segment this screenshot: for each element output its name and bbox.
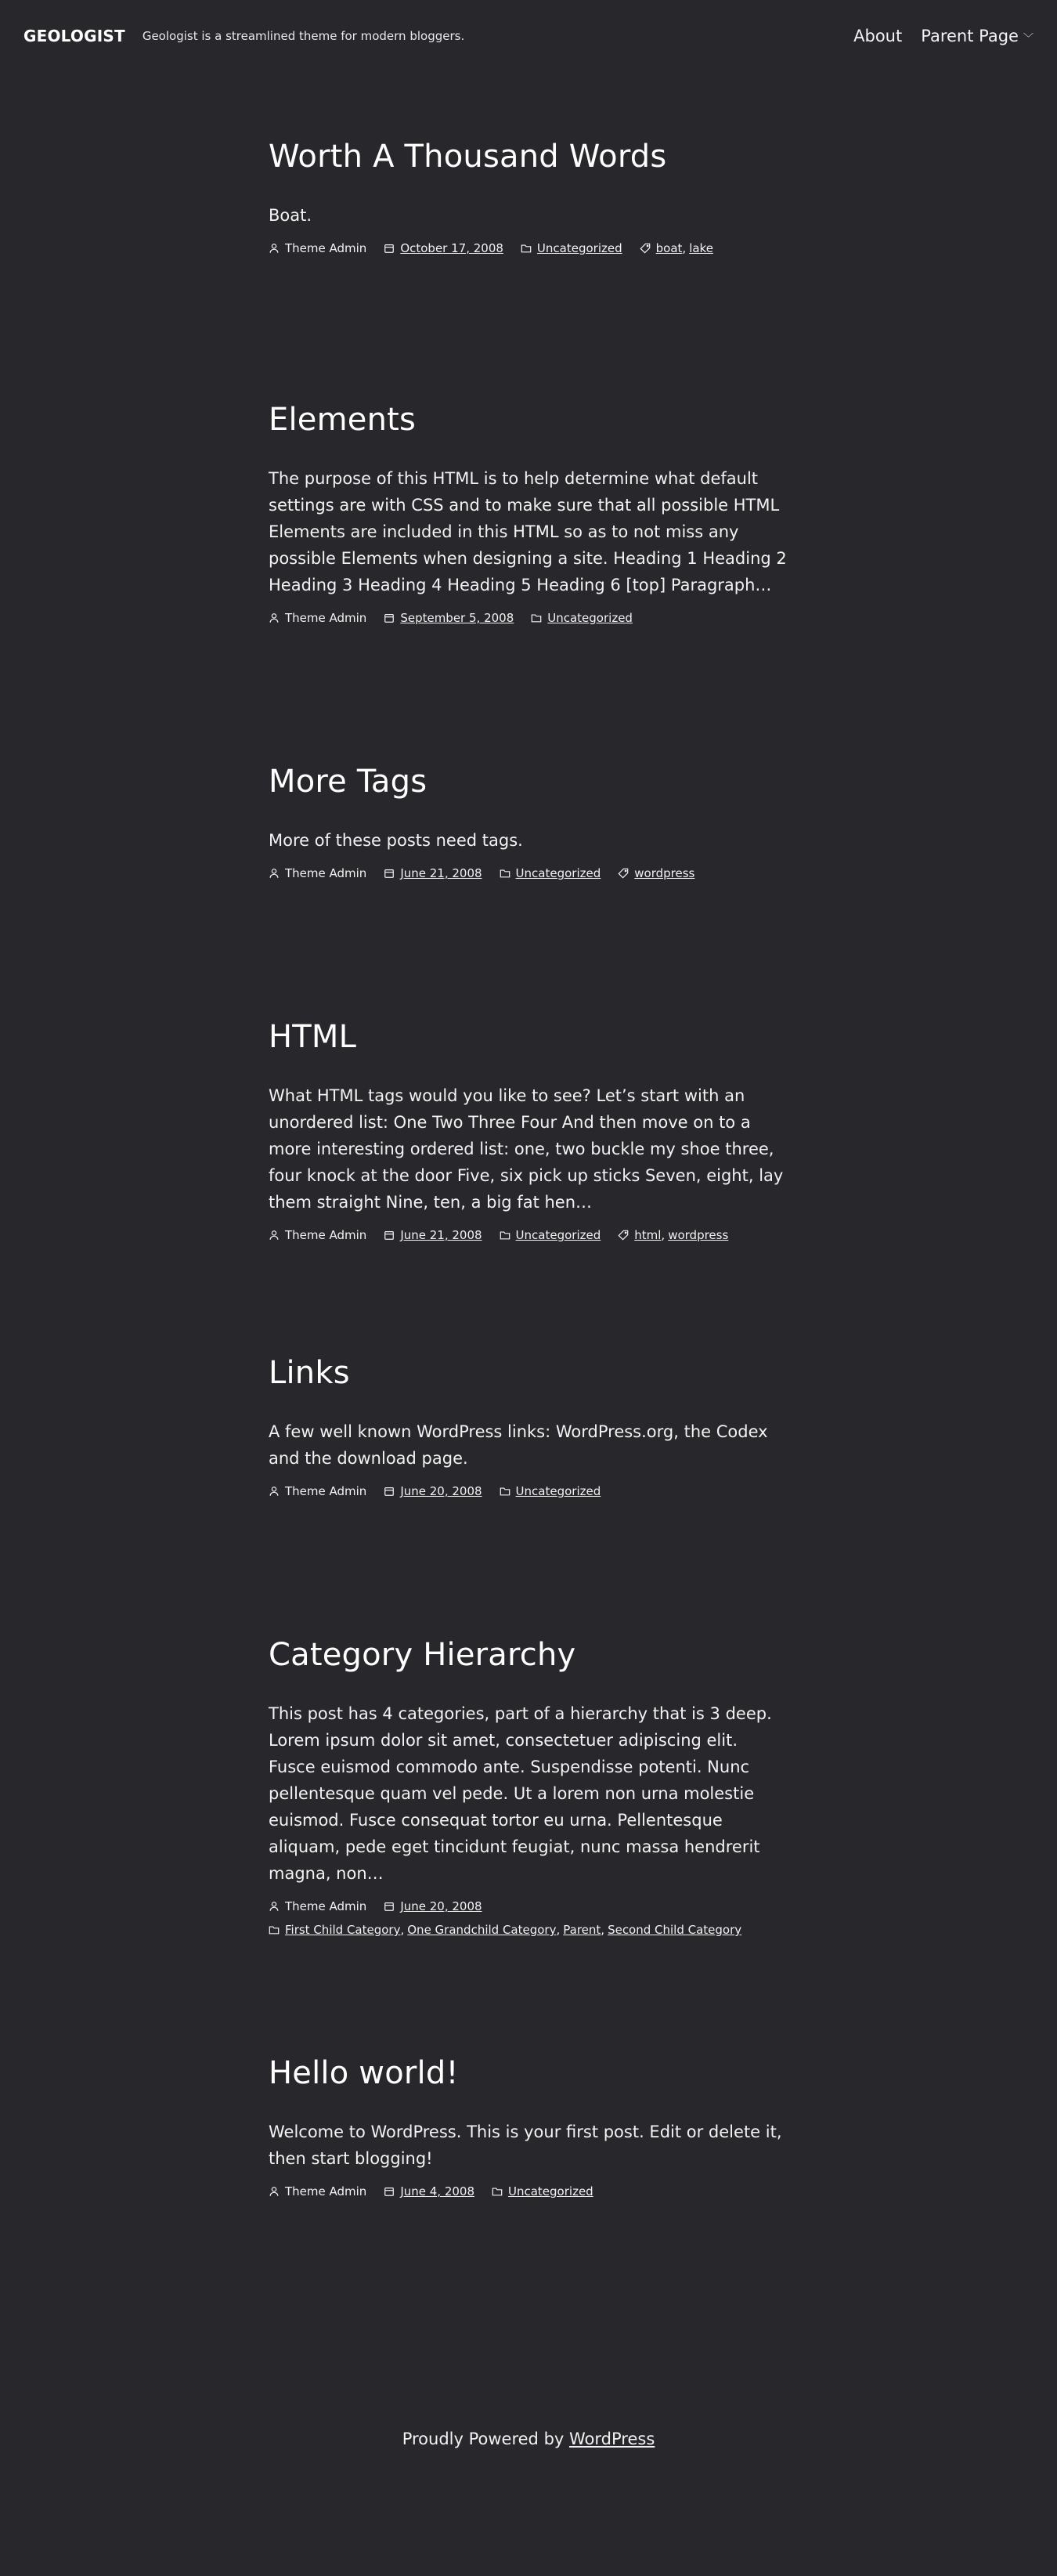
folder-icon	[269, 1924, 280, 1935]
post-meta	[269, 1228, 789, 1242]
category-link[interactable]: First Child Category	[285, 1923, 401, 1937]
author-name: Theme Admin	[285, 1484, 367, 1498]
post-meta	[269, 1484, 789, 1498]
nav-item-label: Parent Page	[921, 27, 1019, 45]
user-icon	[269, 243, 280, 254]
tag-list	[656, 241, 713, 255]
post-excerpt: Welcome to WordPress. This is your first post. Edit or delete it, then start blogging!	[269, 2123, 782, 2168]
post-card	[269, 763, 789, 880]
post-card	[269, 2054, 789, 2198]
post-date	[384, 1228, 482, 1242]
list-separator: ,	[556, 1923, 561, 1937]
calendar-icon	[384, 868, 395, 879]
folder-icon	[500, 1230, 510, 1241]
category-link[interactable]: Uncategorized	[508, 2184, 593, 2198]
list-separator: ,	[682, 241, 687, 255]
post-date-link[interactable]: October 17, 2008	[400, 241, 503, 255]
site-header	[0, 0, 1057, 72]
post-date-link[interactable]: June 21, 2008	[400, 866, 482, 880]
author-name: Theme Admin	[285, 2184, 367, 2198]
folder-icon	[521, 243, 532, 254]
user-icon	[269, 1486, 280, 1497]
post-author	[269, 1484, 366, 1498]
tag-link[interactable]: html	[634, 1228, 662, 1242]
tag-list	[634, 1228, 728, 1242]
footer-wordpress-link[interactable]: WordPress	[569, 2430, 655, 2448]
post-meta	[269, 611, 789, 625]
category-list	[547, 611, 633, 625]
category-link[interactable]: Uncategorized	[515, 1228, 601, 1242]
post-author	[269, 241, 366, 255]
post-date-link[interactable]: September 5, 2008	[400, 611, 514, 625]
post-excerpt: Boat.	[269, 206, 312, 225]
tag-icon	[640, 243, 651, 254]
post-categories	[521, 241, 622, 255]
post-title[interactable]: Hello world!	[269, 2055, 459, 2091]
post-excerpt: A few well known WordPress links: WordPress.org, the Codex and the download page.	[269, 1422, 768, 1468]
post-title[interactable]: Links	[269, 1355, 350, 1391]
post-title[interactable]: HTML	[269, 1019, 357, 1055]
post-meta	[269, 866, 789, 880]
calendar-icon	[384, 1901, 395, 1912]
post-categories	[500, 1228, 601, 1242]
post-meta	[269, 241, 789, 255]
calendar-icon	[384, 2186, 395, 2197]
post-title[interactable]: Elements	[269, 402, 417, 438]
category-list	[516, 866, 601, 880]
post-author	[269, 1228, 366, 1242]
nav-item-parent-page[interactable]	[921, 27, 1034, 45]
user-icon	[269, 1901, 280, 1912]
author-name: Theme Admin	[285, 241, 367, 255]
post-title[interactable]: Category Hierarchy	[269, 1637, 576, 1673]
post-meta	[269, 1899, 789, 1937]
post-author	[269, 2184, 366, 2198]
post-excerpt: More of these posts need tags.	[269, 831, 523, 850]
category-link[interactable]: Uncategorized	[536, 241, 622, 255]
tag-link[interactable]: boat	[655, 241, 683, 255]
category-link[interactable]: Uncategorized	[515, 1484, 601, 1498]
calendar-icon	[384, 243, 395, 254]
tag-icon	[618, 1230, 629, 1241]
post-author	[269, 611, 366, 625]
category-list	[516, 1484, 601, 1498]
post-categories	[269, 1923, 772, 1937]
post-categories	[531, 611, 633, 625]
post-tags	[640, 241, 713, 255]
post-meta	[269, 2184, 789, 2198]
list-separator: ,	[661, 1228, 666, 1242]
post-card	[269, 138, 789, 255]
post-tags	[618, 1228, 728, 1242]
post-author	[269, 1899, 366, 1913]
post-categories	[500, 1484, 601, 1498]
post-date	[384, 866, 482, 880]
category-list	[508, 2184, 593, 2198]
author-name: Theme Admin	[285, 866, 367, 880]
user-icon	[269, 612, 280, 623]
post-card	[269, 1354, 789, 1498]
tag-icon	[618, 868, 629, 879]
footer-credit-text: Proudly Powered by	[402, 2430, 565, 2448]
category-link[interactable]: Second Child Category	[608, 1923, 742, 1937]
tag-link[interactable]: wordpress	[634, 866, 695, 880]
post-date	[384, 611, 514, 625]
site-tagline: Geologist is a streamlined theme for modern bloggers.	[142, 29, 465, 43]
post-card	[269, 1636, 789, 1937]
category-list	[537, 241, 622, 255]
category-link[interactable]: Uncategorized	[515, 866, 601, 880]
brand	[23, 27, 464, 45]
user-icon	[269, 868, 280, 879]
category-link[interactable]: Uncategorized	[547, 611, 633, 625]
post-excerpt: What HTML tags would you like to see? Let’s start with an unordered list: One Two Three Four And then move on to a more interesting ordered list: one, two buckle my shoe three, four knock at the door Five, six pick up sticks Seven, eight, lay them straight Nine, ten, a big fat hen…	[269, 1086, 784, 1212]
author-name: Theme Admin	[285, 1899, 367, 1913]
chevron-down-icon: ﹀	[1023, 32, 1034, 45]
post-date-link[interactable]: June 4, 2008	[400, 2184, 474, 2198]
folder-icon	[492, 2186, 503, 2197]
category-link[interactable]: One Grandchild Category	[407, 1923, 557, 1937]
tag-list	[634, 866, 694, 880]
post-date-link[interactable]: June 20, 2008	[400, 1484, 482, 1498]
primary-nav	[853, 27, 1034, 45]
post-card	[269, 401, 789, 625]
author-name: Theme Admin	[285, 1228, 367, 1242]
site-footer	[0, 2430, 1057, 2448]
post-date	[384, 2184, 474, 2198]
category-link[interactable]: Parent	[563, 1923, 601, 1937]
post-excerpt: The purpose of this HTML is to help determine what default settings are with CSS and to make sure that all possible HTML Elements are included in this HTML so as to not miss any possible Elements when designing a site. Heading 1 Heading 2 Heading 3 Heading 4 Heading 5 Heading 6 [top] Paragraph…	[269, 469, 787, 594]
post-title[interactable]: More Tags	[269, 764, 427, 800]
tag-link[interactable]: wordpress	[668, 1228, 729, 1242]
post-date-link[interactable]: June 20, 2008	[400, 1899, 482, 1913]
tag-link[interactable]: lake	[689, 241, 713, 255]
folder-icon	[500, 868, 510, 879]
folder-icon	[500, 1486, 510, 1497]
post-list	[0, 72, 1057, 2437]
category-list	[516, 1228, 601, 1242]
user-icon	[269, 1230, 280, 1241]
post-author	[269, 866, 366, 880]
post-excerpt: This post has 4 categories, part of a hierarchy that is 3 deep. Lorem ipsum dolor sit amet, consectetuer adipiscing elit. Fusce euismod commodo ante. Suspendisse potenti. Nunc pellentesque quam vel pede. Ut a lorem non urna molestie euismod. Fusce consequat tortor eu urna. Pellentesque aliquam, pede eget tincidunt feugiat, nunc massa hendrerit magna, non…	[269, 1704, 772, 1883]
list-separator: ,	[601, 1923, 605, 1937]
site-title-link[interactable]: GEOLOGIST	[23, 27, 125, 45]
folder-icon	[531, 612, 542, 623]
post-card	[269, 1018, 789, 1242]
calendar-icon	[384, 612, 395, 623]
user-icon	[269, 2186, 280, 2197]
post-date	[384, 1899, 482, 1913]
category-list	[285, 1923, 741, 1937]
calendar-icon	[384, 1486, 395, 1497]
nav-item-about[interactable]: About	[853, 27, 903, 45]
post-title[interactable]: Worth A Thousand Words	[269, 139, 667, 175]
post-date	[384, 1484, 482, 1498]
post-date	[384, 241, 503, 255]
post-categories	[492, 2184, 593, 2198]
list-separator: ,	[400, 1923, 405, 1937]
post-categories	[500, 866, 601, 880]
author-name: Theme Admin	[285, 611, 367, 625]
post-date-link[interactable]: June 21, 2008	[400, 1228, 482, 1242]
calendar-icon	[384, 1230, 395, 1241]
post-tags	[618, 866, 694, 880]
